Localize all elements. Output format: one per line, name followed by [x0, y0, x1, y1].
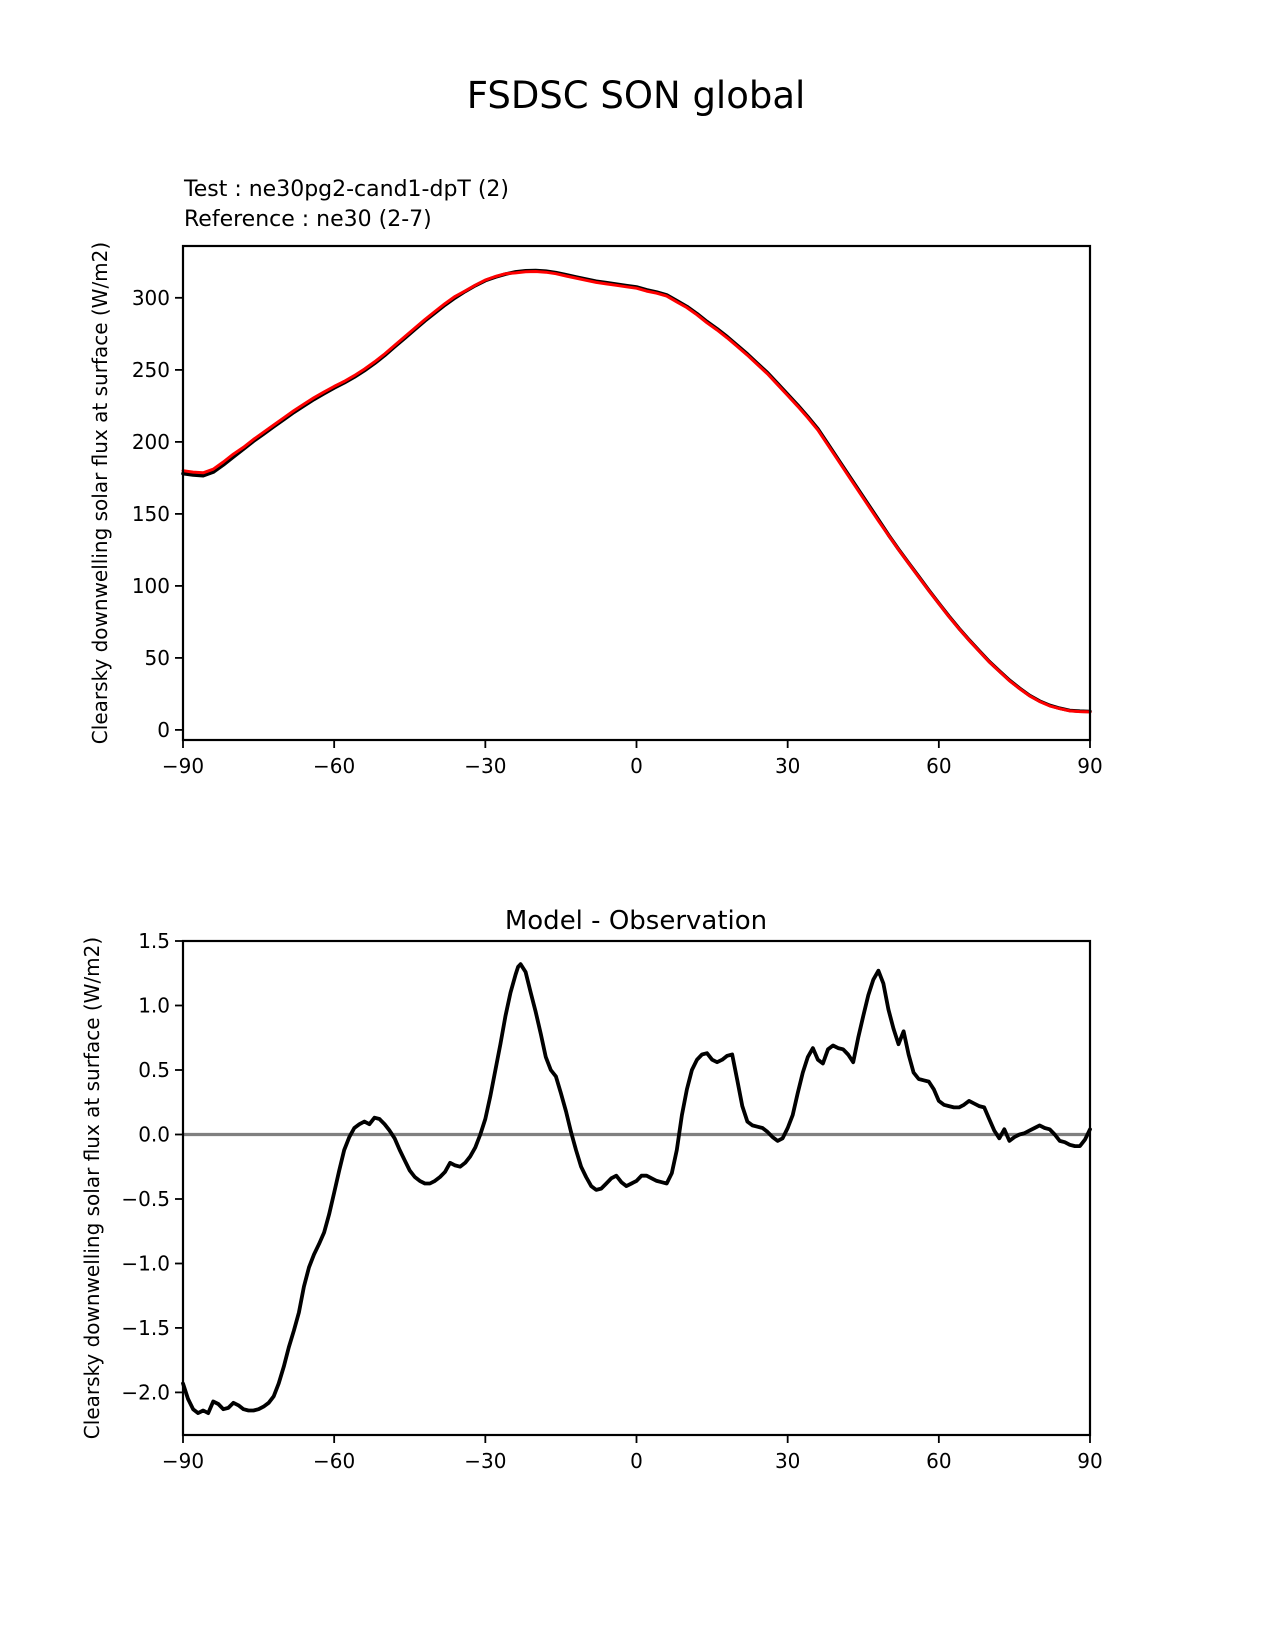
y-tick-label: −1.0	[121, 1251, 170, 1276]
legend-reference-label: Reference : ne30 (2-7)	[184, 207, 432, 232]
x-tick-label: −60	[313, 754, 356, 778]
x-tick-label: 60	[926, 1449, 952, 1473]
y-tick-label: 1.0	[138, 993, 170, 1018]
y-tick-label: 200	[131, 429, 170, 454]
y-tick-label: 50	[144, 645, 170, 670]
x-tick-label: 0	[630, 1449, 643, 1473]
y-tick-label: −2.0	[121, 1380, 170, 1405]
y-tick-label: −1.5	[121, 1315, 170, 1340]
top-chart	[132, 246, 1103, 778]
x-tick-label: −30	[464, 754, 507, 778]
top-ylabel: Clearsky downwelling solar flux at surface (W/m2)	[88, 241, 112, 745]
x-tick-label: 90	[1077, 754, 1103, 778]
y-tick-label: 300	[131, 285, 170, 310]
legend-test-label: Test : ne30pg2-cand1-dpT (2)	[184, 177, 510, 202]
series-line-0	[183, 964, 1090, 1413]
bottom-chart	[121, 929, 1102, 1473]
y-tick-label: 150	[131, 501, 170, 526]
y-tick-label: 1.5	[138, 929, 170, 953]
bottom-chart-title: Model - Observation	[504, 906, 768, 936]
y-tick-label: −0.5	[121, 1187, 170, 1211]
y-tick-label: 0.0	[138, 1122, 170, 1147]
bottom-ylabel: Clearsky downwelling solar flux at surface (W/m2)	[80, 936, 104, 1440]
y-tick-label: 0	[157, 717, 170, 742]
y-tick-label: 100	[131, 573, 170, 598]
x-tick-label: 60	[926, 754, 952, 778]
figure-title: FSDSC SON global	[466, 74, 806, 117]
x-tick-label: −60	[313, 1449, 356, 1473]
x-tick-label: −90	[161, 754, 205, 778]
y-tick-label: 0.5	[138, 1058, 170, 1082]
y-tick-label: 250	[131, 357, 170, 382]
plot-border	[183, 941, 1090, 1435]
x-tick-label: −30	[464, 1449, 507, 1473]
x-tick-label: 30	[774, 754, 801, 778]
x-tick-label: 0	[630, 754, 643, 778]
series-line-0	[183, 271, 1090, 712]
x-tick-label: 30	[774, 1449, 801, 1473]
x-tick-label: 90	[1077, 1449, 1103, 1473]
plot-border	[183, 246, 1090, 740]
series-line-1	[183, 272, 1090, 712]
x-tick-label: −90	[161, 1449, 205, 1473]
